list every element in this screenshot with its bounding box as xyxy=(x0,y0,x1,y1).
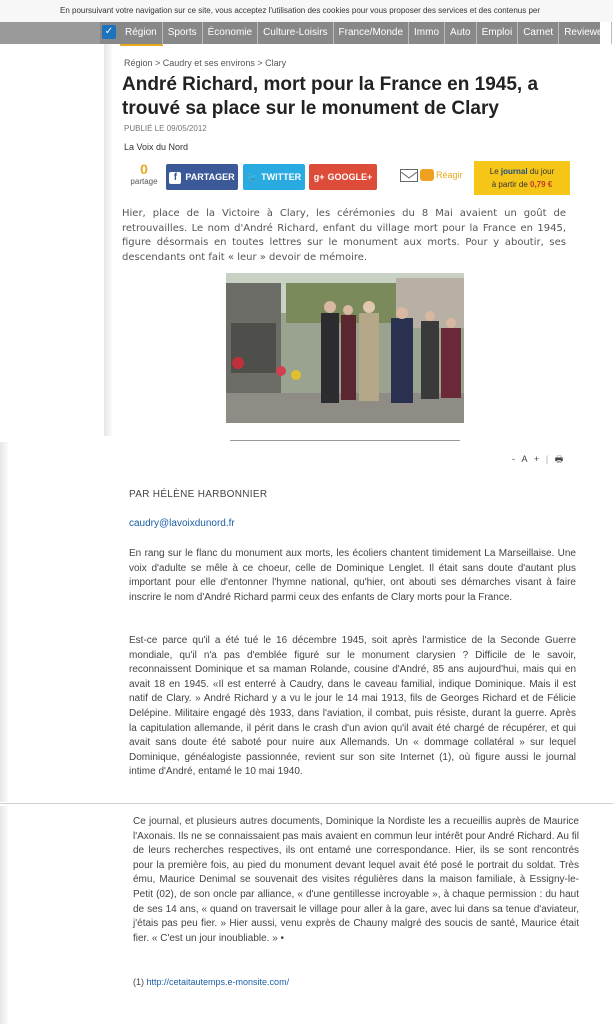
article-paragraph: Ce journal, et plusieurs autres documents, Dominique la Nordiste les a recueillis auprès de Maurice l'Axonais. Ils ne se connaissaient pas mais avaient en commun leur intérêt pour André Richard. Au fil de leurs recherches respectives, ils ont entamé une correspondance. Hier, ils se sont rencontrés pour la première fois, au pied du monument devant lequel avait été posé le portrait du soldat. Très ému, Maurice Denimal se souvenait des visites régulières dans la maison familiale, à Essigny-le-Petit (02), de son oncle par alliance, « d'une gentillesse incroyable », à chaque permission : du haut de ses 14 ans, « quand on traversait le village pour aller à la gare, avec lui dans sa tenue d'aviateur, j'étais pas peu fier. » Hier aussi, venu exprès de Chauny malgré des soucis de santé, Maurice était fier. « C'est un jour inoubliable. » • xyxy=(133,816,579,944)
react-link[interactable]: Réagir xyxy=(436,170,463,180)
article-paragraph: En rang sur le flanc du monument aux morts, les écoliers chantent timidement La Marseillaise. Une voix d'adulte se mêle à ce choeur, celle de Dominique Lenglet. Il était sans doute d'autant plus important pour elle d'entonner l'hymne national, qu'hier, ont abouti ses démarches visant à faire inscrire le nom d'André Richard parmi ceux des enfants de Clary morts pour la France. xyxy=(129,548,576,603)
decrease-font-button[interactable]: - xyxy=(512,454,515,464)
left-gutter-shadow xyxy=(0,442,8,802)
nav-item-immo[interactable]: Immo xyxy=(409,22,445,44)
text-size-toolbar xyxy=(512,452,563,468)
mail-icon[interactable] xyxy=(400,169,418,182)
share-count: 0 xyxy=(140,161,148,177)
article-intro: Hier, place de la Victoire à Clary, les cérémonies du 8 Mai avaient un goût de retrouvailles. Le nom d'André Richard, enfant du village mort pour la France en 1945, figure désormais en toutes lettres sur le monument aux morts. Pour y aboutir, ses descendants ont fait « leur » devoir de mémoire. xyxy=(122,208,566,263)
facebook-share-button[interactable] xyxy=(166,164,238,190)
increase-font-button[interactable]: + xyxy=(534,454,540,464)
toolbar-separator: | xyxy=(545,454,549,464)
left-gutter-shadow xyxy=(104,44,112,436)
journal-promo-line1: Le journal du jour xyxy=(489,167,555,176)
nav-items xyxy=(120,22,612,44)
footnote-link[interactable]: http://cetaitautemps.e-monsite.com/ xyxy=(146,977,290,987)
author-email-link[interactable]: caudry@lavoixdunord.fr xyxy=(129,518,235,529)
breadcrumb[interactable]: Région > Caudry et ses environs > Clary xyxy=(124,58,287,68)
share-counter xyxy=(124,161,164,195)
article-title: André Richard, mort pour la France en 1945, a trouvé sa place sur le monument de Clary xyxy=(122,74,539,119)
nav-item-emploi[interactable]: Emploi xyxy=(477,22,519,44)
nav-item-carnet[interactable]: Carnet xyxy=(518,22,559,44)
facebook-icon: f xyxy=(169,172,181,184)
google-plus-share-label: GOOGLE+ xyxy=(327,172,373,182)
google-plus-icon: g+ xyxy=(313,172,325,182)
divider xyxy=(0,803,613,804)
twitter-icon: 🐦 xyxy=(246,172,259,182)
home-logo-icon[interactable]: ✓ xyxy=(102,25,116,39)
footnote-prefix: (1) xyxy=(133,977,147,987)
article-paragraph: Est-ce parce qu'il a été tué le 16 décembre 1945, soit après l'armistice de la Seconde Guerre mondiale, qu'il n'a pas d'emblée figuré sur le monument clarysien ? Difficile de le savoir, reconnaissent Dominique et sa maman Rolande, cousine d'André, 85 ans aujourd'hui, mais qui en avait 18 en 1945. «Il est enterré à Caudry, dans le caveau familial, indique Dominique. Mais il est natif de Clary. » André Richard y a vu le jour le 14 mai 1913, fils de Georges Richard et de Félicie Delépine. Militaire engagé dès 1933, dans l'aviation, il combat, puis résiste, durant la guerre. Après la capitulation allemande, il périt dans le crash d'un avion qu'il avait été chargé de récupérer, et qui avait sans doute été saboté pour nuire aux Allemands. Un « dommage collatéral » sur lequel Dominique, généalogiste passionnée, revient sur son site Internet (1), où figure aussi le journal intime d'André, entamé le 10 mai 1940. xyxy=(129,635,576,778)
journal-promo-line2: à partir de 0,79 € xyxy=(491,180,553,189)
journal-promo[interactable] xyxy=(474,161,570,195)
footnote xyxy=(133,977,289,987)
share-count-label: partage xyxy=(130,177,158,186)
nav-item-france-monde[interactable]: France/Monde xyxy=(334,22,409,44)
left-gutter-shadow xyxy=(0,806,8,1024)
nav-item-auto[interactable]: Auto xyxy=(445,22,477,44)
google-plus-share-button[interactable] xyxy=(309,164,377,190)
article-photo xyxy=(226,273,464,423)
facebook-share-label: PARTAGER xyxy=(185,172,235,182)
nav-item-culture-loisirs[interactable]: Culture-Loisirs xyxy=(258,22,333,44)
nav-item-sports[interactable]: Sports xyxy=(163,22,203,44)
twitter-share-label: TWITTER xyxy=(261,172,302,182)
author: PAR HÉLÈNE HARBONNIER xyxy=(129,489,268,500)
divider xyxy=(230,440,460,441)
cookie-banner: En poursuivant votre navigation sur ce site, vous acceptez l'utilisation des cookies pour vous proposer des services et des contenus per xyxy=(0,0,613,22)
twitter-share-button[interactable] xyxy=(243,164,305,190)
nav-item-region[interactable]: Région xyxy=(120,22,163,46)
nav-left-area xyxy=(0,22,100,44)
article-source: La Voix du Nord xyxy=(124,142,189,152)
comment-icon[interactable] xyxy=(420,169,434,181)
nav-item-economie[interactable]: Économie xyxy=(203,22,258,44)
font-size-label: A xyxy=(521,454,528,464)
publish-date: PUBLIÉ LE 09/05/2012 xyxy=(124,124,207,133)
print-icon[interactable]: 🖶 xyxy=(554,454,564,464)
nav-item-reviewer[interactable]: Reviewer xyxy=(559,22,612,44)
